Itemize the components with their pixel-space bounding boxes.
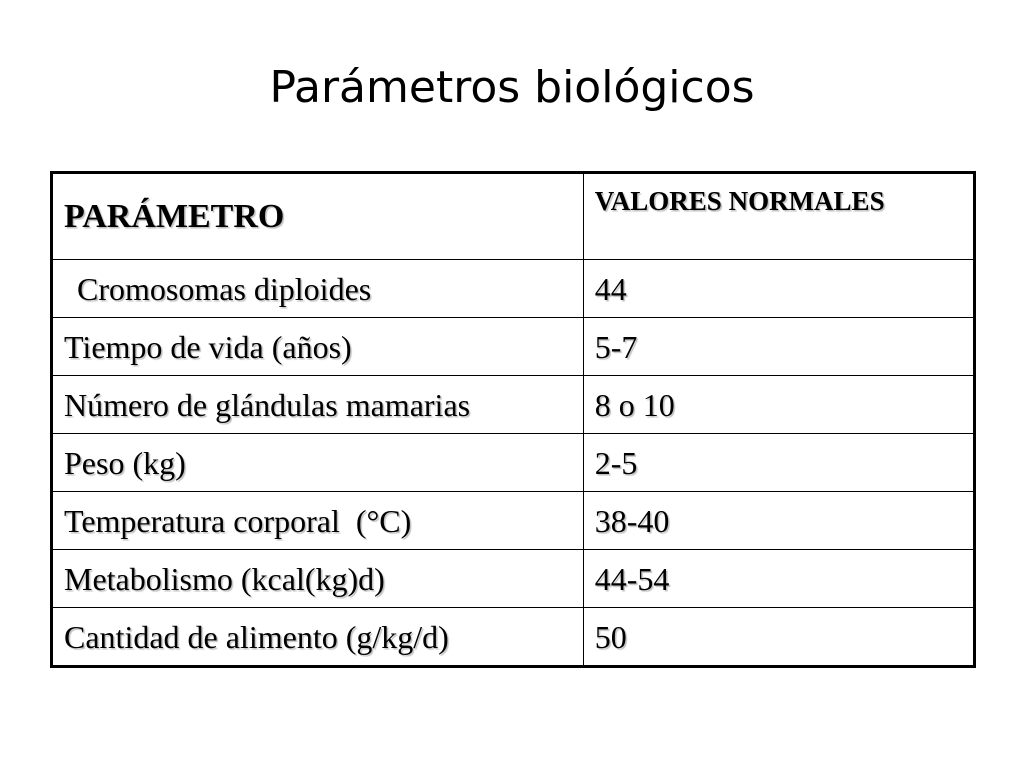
row-value: 2-5 xyxy=(583,434,974,492)
row-value: 38-40 xyxy=(583,492,974,550)
table-header-row xyxy=(52,173,975,260)
row-value: 44-54 xyxy=(583,550,974,608)
row-parameter: Número de glándulas mamarias xyxy=(52,376,584,434)
row-value: 50 xyxy=(583,608,974,667)
table-row xyxy=(52,318,975,376)
row-value: 44 xyxy=(583,260,974,318)
table-row xyxy=(52,492,975,550)
parameters-table xyxy=(50,171,976,668)
table-row xyxy=(52,550,975,608)
row-value: 8 o 10 xyxy=(583,376,974,434)
header-values: VALORES NORMALES xyxy=(583,173,974,260)
row-parameter: Cromosomas diploides xyxy=(52,260,584,318)
table-row xyxy=(52,608,975,667)
header-parameter: PARÁMETRO xyxy=(52,173,584,260)
row-parameter: Metabolismo (kcal(kg)d) xyxy=(52,550,584,608)
row-parameter: Tiempo de vida (años) xyxy=(52,318,584,376)
table-row xyxy=(52,434,975,492)
row-parameter: Peso (kg) xyxy=(52,434,584,492)
row-parameter: Temperatura corporal (°C) xyxy=(52,492,584,550)
table-row xyxy=(52,260,975,318)
row-value: 5-7 xyxy=(583,318,974,376)
slide-title: Parámetros biológicos xyxy=(269,62,755,113)
row-parameter: Cantidad de alimento (g/kg/d) xyxy=(52,608,584,667)
table-row xyxy=(52,376,975,434)
